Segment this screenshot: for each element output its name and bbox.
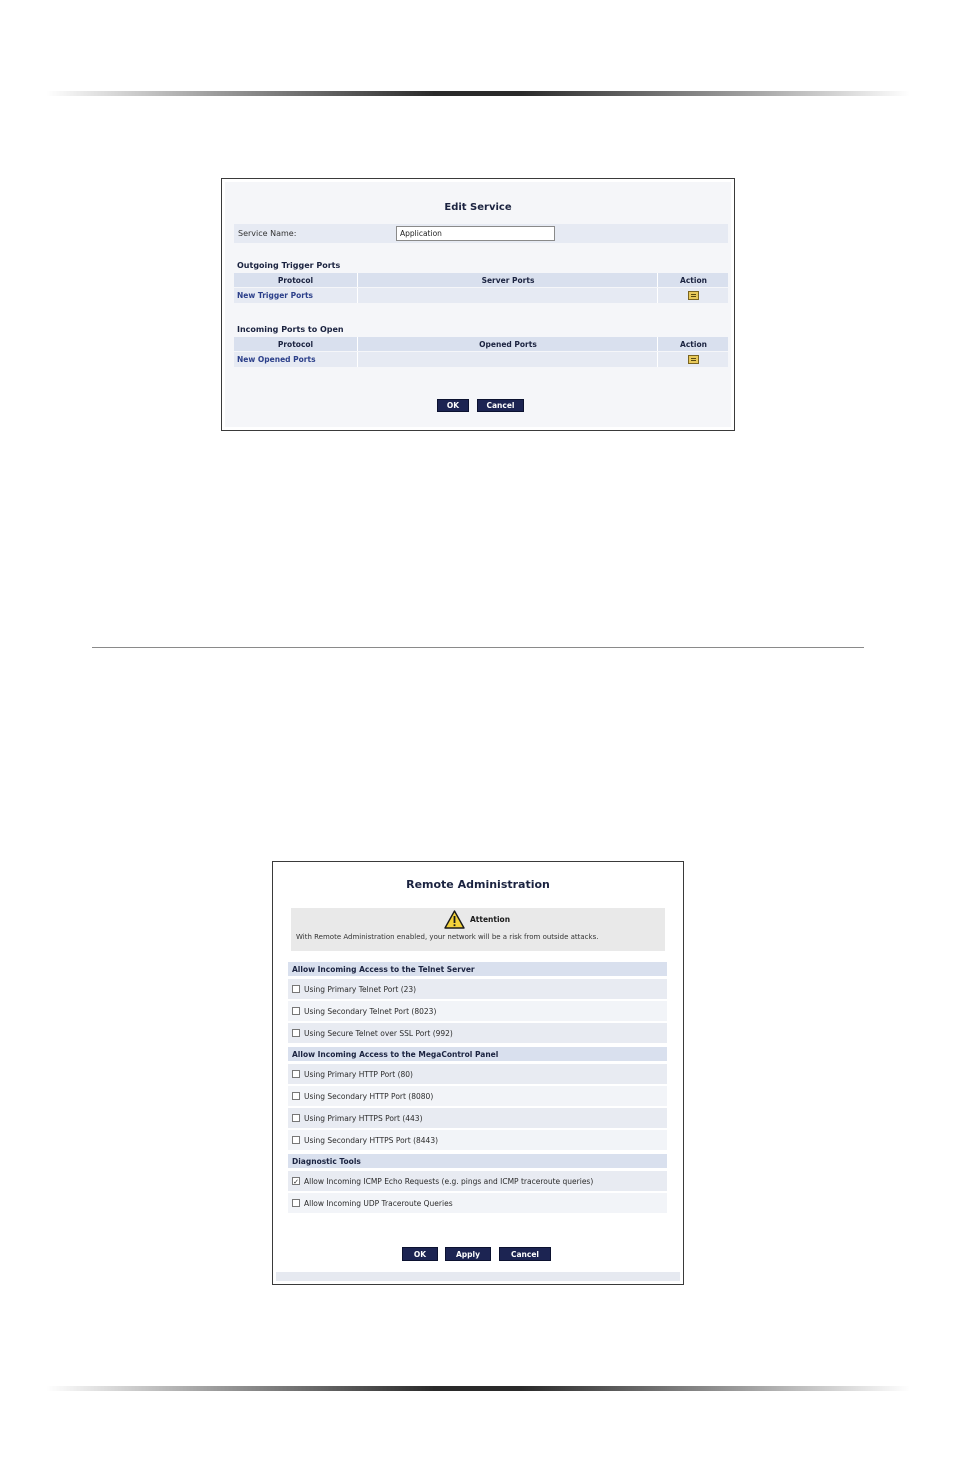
apply-button[interactable]: Apply [445,1247,491,1261]
telnet-section-heading: Allow Incoming Access to the Telnet Server [288,962,667,976]
section-divider [92,647,864,648]
cancel-button[interactable]: Cancel [477,399,524,412]
option-secondary-http[interactable] [288,1086,667,1107]
incoming-new-row [234,352,728,367]
option-primary-https[interactable] [288,1108,667,1129]
option-secondary-https[interactable] [288,1130,667,1151]
edit-icon[interactable] [688,355,699,364]
outgoing-col-server-ports: Server Ports [357,273,658,287]
remote-admin-panel [276,865,680,1281]
option-secure-telnet[interactable] [288,1023,667,1044]
incoming-col-opened-ports: Opened Ports [357,337,658,351]
incoming-col-protocol: Protocol [277,339,314,349]
option-label: Using Secure Telnet over SSL Port (992) [304,1028,453,1038]
attention-box [291,908,665,951]
warning-icon [444,910,465,929]
option-label: Allow Incoming UDP Traceroute Queries [304,1198,453,1208]
incoming-header-row [234,337,728,351]
service-name-label: Service Name: [238,229,297,238]
new-trigger-ports-link[interactable]: New Trigger Ports [237,291,313,300]
option-udp-traceroute[interactable] [288,1193,667,1214]
option-label: Using Primary HTTP Port (80) [304,1069,413,1079]
checkbox[interactable] [292,1029,300,1037]
checkbox-checked[interactable]: ✓ [293,1178,299,1186]
checkbox[interactable] [292,985,300,993]
new-opened-ports-link[interactable]: New Opened Ports [237,355,316,364]
option-label: Allow Incoming ICMP Echo Requests (e.g. pings and ICMP traceroute queries) [304,1176,594,1186]
checkbox[interactable] [292,1070,300,1078]
option-secondary-telnet[interactable] [288,1001,667,1022]
ok-button[interactable]: OK [402,1247,438,1261]
attention-label: Attention [470,915,511,924]
attention-message: With Remote Administration enabled, your network will be a risk from outside attacks. [296,933,599,941]
option-label: Using Primary Telnet Port (23) [304,984,417,994]
ok-button[interactable]: OK [437,399,469,412]
remote-admin-screenshot [272,861,684,1285]
edit-service-title: Edit Service [444,202,512,213]
edit-service-panel [225,182,731,427]
incoming-col-action: Action [657,337,729,351]
option-label: Using Secondary Telnet Port (8023) [304,1006,437,1016]
cancel-button[interactable]: Cancel [499,1247,551,1261]
checkbox[interactable] [292,1092,300,1100]
diagnostic-tools-heading: Diagnostic Tools [288,1154,667,1168]
option-label: Using Primary HTTPS Port (443) [304,1113,423,1123]
edit-icon[interactable] [688,291,699,300]
checkbox[interactable] [292,1114,300,1122]
option-label: Using Secondary HTTPS Port (8443) [304,1135,439,1145]
edit-service-screenshot [221,178,735,431]
checkbox[interactable] [292,1199,300,1207]
megacontrol-section-heading: Allow Incoming Access to the MegaControl Panel [288,1047,667,1061]
incoming-ports-heading: Incoming Ports to Open [237,325,344,334]
checkbox[interactable] [292,1136,300,1144]
outgoing-trigger-ports-heading: Outgoing Trigger Ports [237,261,341,270]
bottom-page-rule [46,1386,910,1391]
option-icmp-echo[interactable] [288,1171,667,1192]
outgoing-server-ports-cell [357,288,658,303]
panel-footer [276,1272,680,1281]
remote-admin-title: Remote Administration [406,878,550,891]
option-primary-telnet[interactable] [288,979,667,1000]
outgoing-col-protocol: Protocol [277,275,314,285]
option-label: Using Secondary HTTP Port (8080) [304,1091,434,1101]
service-name-input[interactable]: Application [396,226,555,241]
option-primary-http[interactable] [288,1064,667,1085]
top-page-rule [46,91,910,96]
checkbox[interactable] [292,1007,300,1015]
outgoing-col-action: Action [657,273,729,287]
outgoing-new-row [234,288,728,303]
outgoing-header-row [234,273,728,287]
incoming-opened-ports-cell [357,352,658,367]
